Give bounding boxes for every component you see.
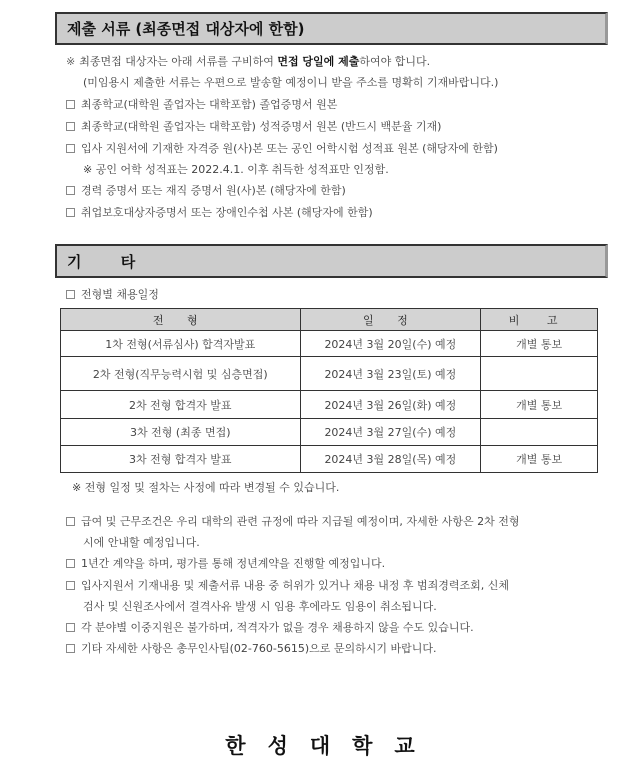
other-item: 급여 및 근무조건은 우리 대학의 관련 규정에 따라 지급될 예정이며, 자세한 사항은 2차 전형 <box>66 515 519 529</box>
submission-note-line2: (미임용시 제출한 서류는 우편으로 발송할 예정이니 받을 주소를 명확히 기재바랍니다.) <box>83 76 499 89</box>
checkbox-icon <box>66 144 75 153</box>
emphasis-text: 면접 당일에 제출 <box>277 55 360 68</box>
other-item: 각 분야별 이중지원은 불가하며, 적격자가 없을 경우 채용하지 않을 수도 있습니다. <box>66 621 474 635</box>
column-header-stage: 전 형 <box>61 309 301 331</box>
schedule-table <box>60 308 598 473</box>
checkbox-icon <box>66 623 75 632</box>
table-row <box>61 419 598 446</box>
document-item: 최종학교(대학원 졸업자는 대학포함) 졸업증명서 원본 <box>66 98 337 112</box>
date-cell: 2024년 3월 20일(수) 예정 <box>300 331 481 357</box>
document-item: 경력 증명서 또는 재직 증명서 원(사)본 (해당자에 한함) <box>66 184 346 198</box>
remarks-cell <box>481 357 598 391</box>
checkbox-icon <box>66 559 75 568</box>
column-header-date: 일 정 <box>300 309 481 331</box>
checkbox-icon <box>66 644 75 653</box>
document-item: 취업보호대상자증명서 또는 장애인수첩 사본 (해당자에 한함) <box>66 206 373 220</box>
remarks-cell: 개별 통보 <box>481 446 598 473</box>
table-row <box>61 331 598 357</box>
date-cell: 2024년 3월 27일(수) 예정 <box>300 419 481 446</box>
column-header-remarks: 비 고 <box>481 309 598 331</box>
remarks-cell: 개별 통보 <box>481 391 598 419</box>
other-item: 기타 자세한 사항은 총무인사팀(02-760-5615)으로 문의하시기 바랍니다. <box>66 642 437 656</box>
other-item: 1년간 계약을 하며, 평가를 통해 정년계약을 진행할 예정입니다. <box>66 557 385 571</box>
table-row <box>61 446 598 473</box>
other-item-continuation: 시에 안내할 예정입니다. <box>83 536 200 549</box>
date-cell: 2024년 3월 26일(화) 예정 <box>300 391 481 419</box>
date-cell: 2024년 3월 23일(토) 예정 <box>300 357 481 391</box>
remarks-cell: 개별 통보 <box>481 331 598 357</box>
checkbox-icon <box>66 517 75 526</box>
schedule-label: 전형별 채용일정 <box>66 288 159 302</box>
checkbox-icon <box>66 290 75 299</box>
stage-cell: 2차 전형 합격자 발표 <box>61 391 301 419</box>
date-cell: 2024년 3월 28일(목) 예정 <box>300 446 481 473</box>
language-score-note: ※ 공인 어학 성적표는 2022.4.1. 이후 취득한 성적표만 인정함. <box>83 163 389 176</box>
document-item: 입사 지원서에 기재한 자격증 원(사)본 또는 공인 어학시험 성적표 원본 (해당자에 한함) <box>66 142 498 156</box>
schedule-change-note: ※ 전형 일정 및 절차는 사정에 따라 변경될 수 있습니다. <box>72 481 340 494</box>
section-header-other <box>55 244 608 278</box>
checkbox-icon <box>66 186 75 195</box>
document-item: 최종학교(대학원 졸업자는 대학포함) 성적증명서 원본 (반드시 백분율 기재) <box>66 120 441 134</box>
stage-cell: 1차 전형(서류심사) 합격자발표 <box>61 331 301 357</box>
section-header-submission-documents <box>55 12 608 45</box>
checkbox-icon <box>66 208 75 217</box>
other-item: 입사지원서 기재내용 및 제출서류 내용 중 허위가 있거나 채용 내정 후 범죄경력조회, 신체 <box>66 579 509 593</box>
stage-cell: 3차 전형 (최종 면접) <box>61 419 301 446</box>
table-row <box>61 357 598 391</box>
submission-note: ※ 최종면접 대상자는 아래 서류를 구비하여 면접 당일에 제출하여야 합니다. <box>66 55 431 68</box>
remarks-cell <box>481 419 598 446</box>
table-header-row <box>61 309 598 331</box>
stage-cell: 2차 전형(직무능력시험 및 심층면접) <box>61 357 301 391</box>
institution-name: 한성대학교 <box>225 734 437 758</box>
checkbox-icon <box>66 581 75 590</box>
checkbox-icon <box>66 122 75 131</box>
stage-cell: 3차 전형 합격자 발표 <box>61 446 301 473</box>
section-title: 제출 서류 (최종면접 대상자에 한함) <box>67 20 305 38</box>
reference-mark-icon: ※ <box>66 55 76 68</box>
checkbox-icon <box>66 100 75 109</box>
section-title: 기 타 <box>67 252 136 271</box>
other-item-continuation: 검사 및 신원조사에서 결격사유 발생 시 임용 후에라도 임용이 취소됩니다. <box>83 600 437 613</box>
table-row <box>61 391 598 419</box>
